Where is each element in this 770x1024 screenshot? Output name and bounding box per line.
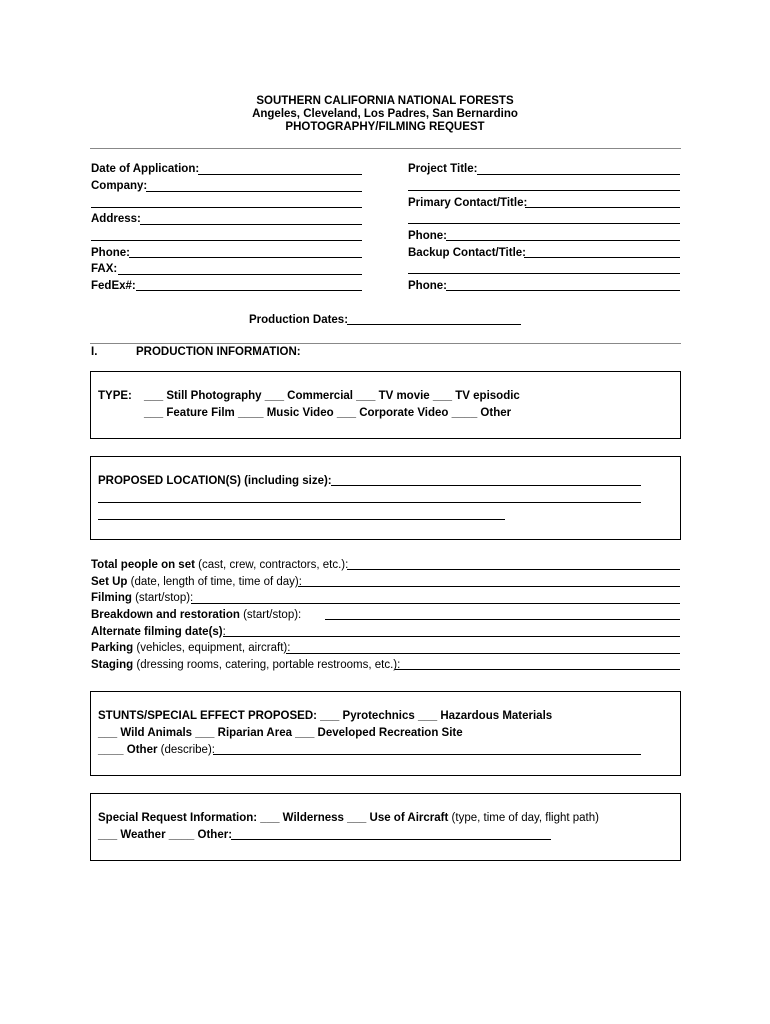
alternate-dates-label: Alternate filming date(s): bbox=[91, 626, 226, 638]
set-up-field[interactable] bbox=[298, 586, 680, 587]
total-people-label: Total people on set (cast, crew, contractors, etc.): bbox=[91, 559, 349, 571]
stunts-row2[interactable]: ___ Wild Animals ___ Riparian Area ___ Developed Recreation Site bbox=[98, 727, 463, 739]
address-field[interactable] bbox=[140, 224, 362, 225]
form-title: PHOTOGRAPHY/FILMING REQUEST bbox=[285, 121, 485, 133]
company-field[interactable] bbox=[146, 191, 362, 192]
fedex-label: FedEx#: bbox=[91, 280, 136, 292]
filming-field[interactable] bbox=[191, 603, 680, 604]
header-divider bbox=[90, 148, 681, 149]
section-title: PRODUCTION INFORMATION: bbox=[136, 346, 301, 358]
form-forests-subtitle: Angeles, Cleveland, Los Padres, San Bernardino bbox=[252, 108, 518, 120]
proposed-location-field-line3[interactable] bbox=[98, 519, 505, 520]
project-title-field-line2[interactable] bbox=[408, 190, 680, 191]
backup-contact-field-line2[interactable] bbox=[408, 273, 680, 274]
backup-phone-field[interactable] bbox=[446, 290, 680, 291]
backup-contact-field[interactable] bbox=[524, 257, 680, 258]
proposed-location-field[interactable] bbox=[331, 485, 641, 486]
set-up-label: Set Up (date, length of time, time of day): bbox=[91, 576, 302, 588]
stunts-other-field[interactable] bbox=[213, 754, 641, 755]
date-of-application-label: Date of Application: bbox=[91, 163, 200, 175]
filming-label: Filming (start/stop): bbox=[91, 592, 194, 604]
special-request-row2[interactable]: ___ Weather ____ Other: bbox=[98, 829, 233, 841]
special-request-other-field[interactable] bbox=[231, 839, 551, 840]
production-dates-field[interactable] bbox=[347, 324, 521, 325]
backup-phone-label: Phone: bbox=[408, 280, 447, 292]
section-number: I. bbox=[91, 346, 98, 358]
alternate-dates-field[interactable] bbox=[223, 636, 680, 637]
breakdown-field[interactable] bbox=[325, 619, 680, 620]
fedex-field[interactable] bbox=[136, 290, 362, 291]
section-divider bbox=[90, 343, 681, 344]
special-request-row1[interactable]: Special Request Information: ___ Wilderness ___ Use of Aircraft (type, time of day, flight path) bbox=[98, 812, 599, 824]
address-field-line2[interactable] bbox=[91, 240, 362, 241]
primary-phone-label: Phone: bbox=[408, 230, 447, 242]
company-field-line2[interactable] bbox=[91, 207, 362, 208]
type-label: TYPE: bbox=[98, 390, 132, 402]
staging-label: Staging (dressing rooms, catering, portable restrooms, etc.): bbox=[91, 659, 401, 671]
primary-contact-label: Primary Contact/Title: bbox=[408, 197, 528, 209]
project-title-field[interactable] bbox=[477, 174, 680, 175]
primary-contact-field[interactable] bbox=[525, 207, 680, 208]
total-people-field[interactable] bbox=[347, 569, 680, 570]
proposed-location-field-line2[interactable] bbox=[98, 502, 641, 503]
special-request-box bbox=[90, 793, 681, 861]
address-label: Address: bbox=[91, 213, 141, 225]
type-options-row2[interactable]: ___ Feature Film ____ Music Video ___ Corporate Video ____ Other bbox=[144, 407, 512, 419]
parking-field[interactable] bbox=[286, 653, 680, 654]
proposed-location-label: PROPOSED LOCATION(S) (including size): bbox=[98, 475, 332, 487]
backup-contact-label: Backup Contact/Title: bbox=[408, 247, 526, 259]
parking-label: Parking (vehicles, equipment, aircraft): bbox=[91, 642, 291, 654]
breakdown-label: Breakdown and restoration (start/stop): bbox=[91, 609, 302, 621]
phone-field[interactable] bbox=[129, 257, 362, 258]
fax-label: FAX: bbox=[91, 263, 118, 275]
type-box bbox=[90, 371, 681, 439]
phone-label: Phone: bbox=[91, 247, 130, 259]
form-agency-title: SOUTHERN CALIFORNIA NATIONAL FORESTS bbox=[256, 95, 514, 107]
primary-phone-field[interactable] bbox=[446, 240, 680, 241]
company-label: Company: bbox=[91, 180, 148, 192]
type-options-row1[interactable]: ___ Still Photography ___ Commercial ___ TV movie ___ TV episodic bbox=[144, 390, 520, 402]
location-box bbox=[90, 456, 681, 540]
project-title-label: Project Title: bbox=[408, 163, 478, 175]
stunts-row1[interactable]: STUNTS/SPECIAL EFFECT PROPOSED: ___ Pyrotechnics ___ Hazardous Materials bbox=[98, 710, 553, 722]
date-of-application-field[interactable] bbox=[198, 174, 362, 175]
primary-contact-field-line2[interactable] bbox=[408, 223, 680, 224]
fax-field[interactable] bbox=[118, 274, 362, 275]
staging-field[interactable] bbox=[395, 669, 680, 670]
stunts-other-label: ____ Other (describe): bbox=[98, 744, 215, 756]
production-dates-label: Production Dates: bbox=[249, 314, 349, 326]
